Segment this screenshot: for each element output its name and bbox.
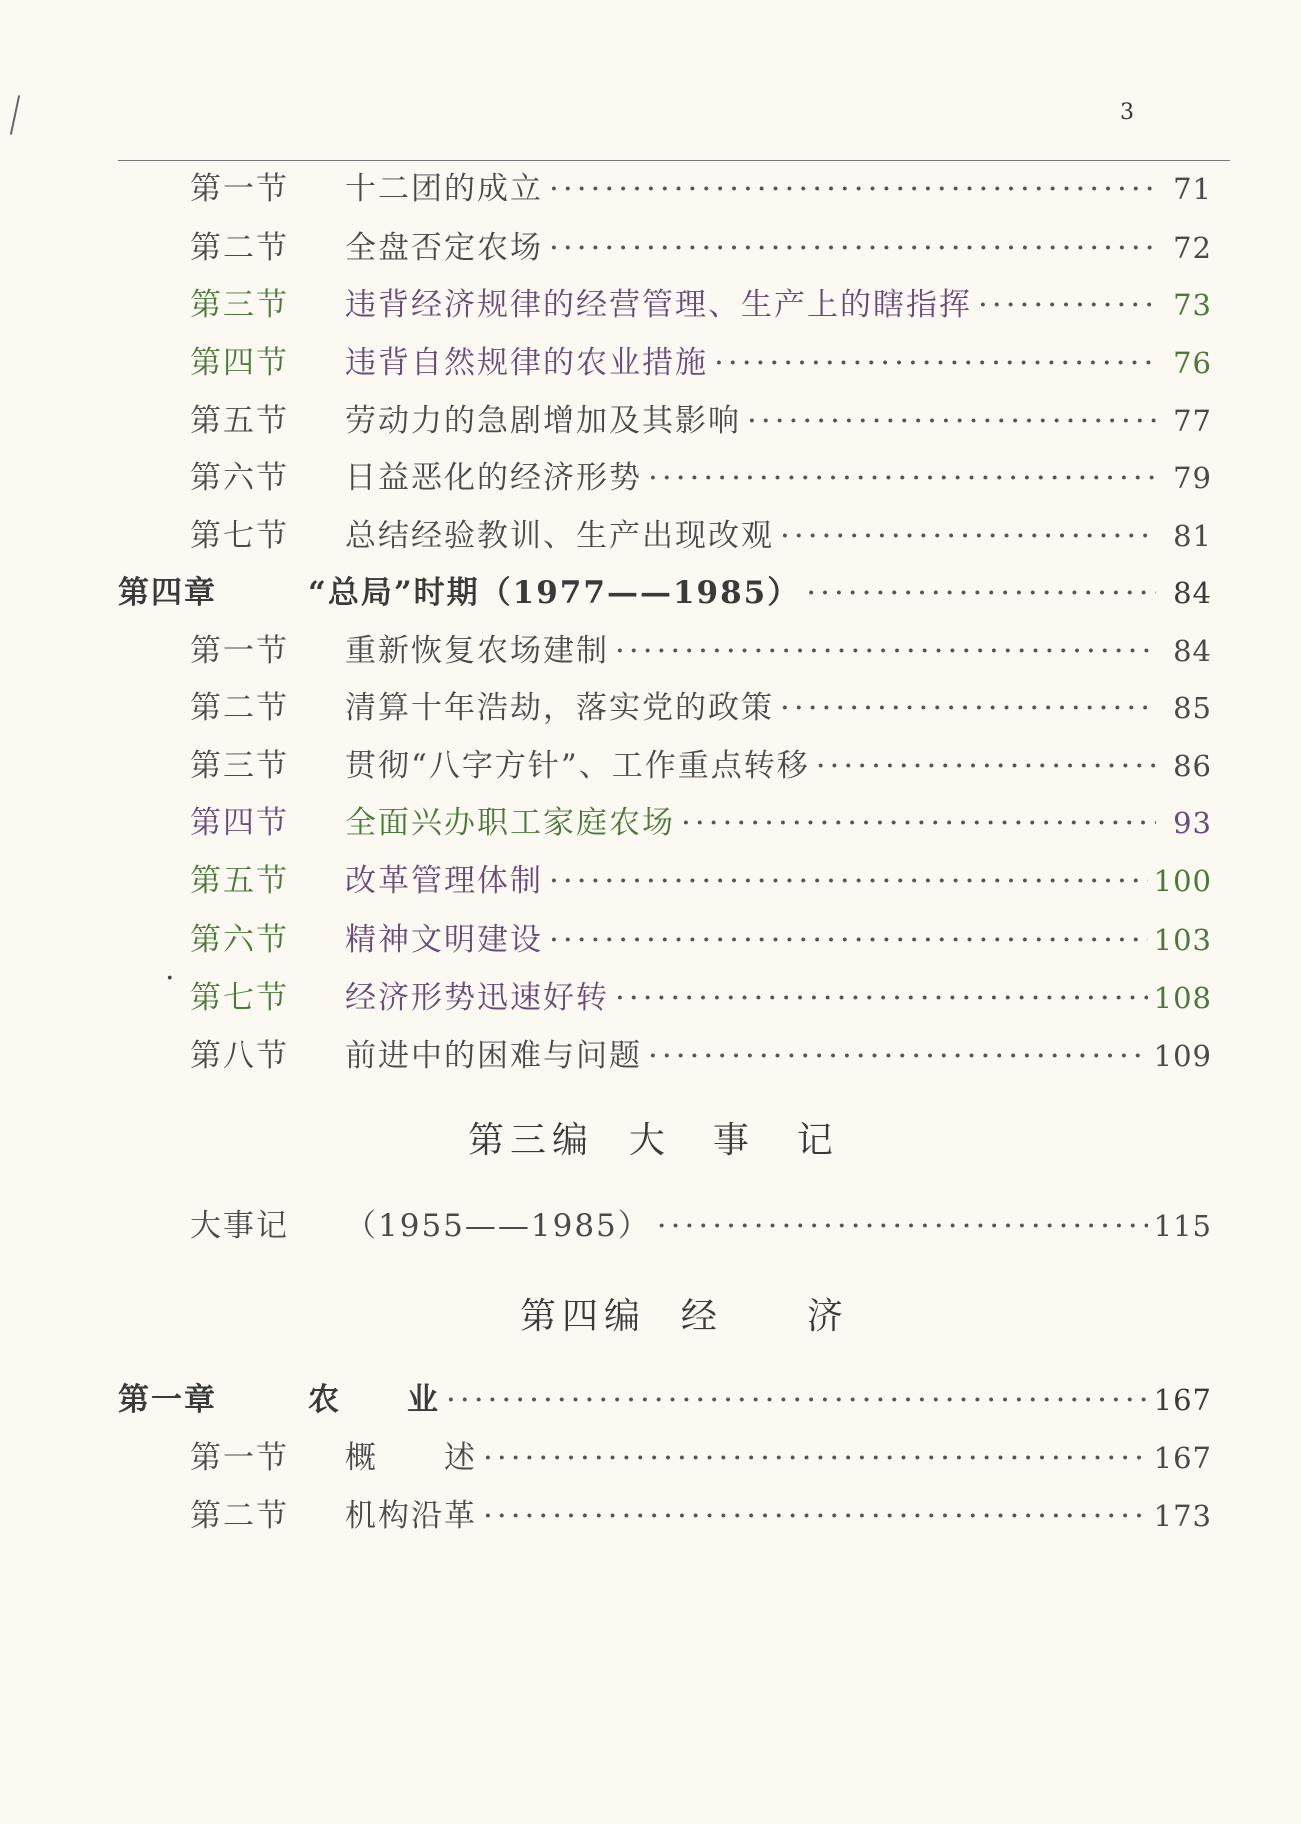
toc-entry-label: 大事记: [190, 1208, 289, 1244]
toc-entry[interactable]: [190, 279, 1212, 323]
toc-entry[interactable]: [190, 1030, 1212, 1074]
toc-entry-label: 第二节: [190, 1498, 289, 1534]
dot-leader: [483, 1498, 1148, 1534]
part-heading: 第三编 大 事 记: [468, 1120, 839, 1161]
toc-entry-page: 77: [1173, 404, 1212, 438]
toc-chapter-label: 第一章: [118, 1382, 217, 1418]
toc-entry-label: 第八节: [190, 1038, 289, 1074]
dot-leader: [816, 748, 1156, 784]
toc-entry[interactable]: [190, 222, 1212, 266]
toc-entry-page: 81: [1173, 519, 1212, 553]
page-number: 3: [1120, 100, 1134, 125]
toc-chapter-label: 第四章: [118, 575, 217, 611]
part-heading: 第四编 经 济: [520, 1296, 849, 1337]
toc-entry-page: 115: [1153, 1209, 1212, 1243]
toc-chapter-title: “总局”时期（1977——1985）: [308, 575, 801, 611]
dot-leader: [780, 690, 1156, 726]
toc-entry-label: 第二节: [190, 230, 289, 266]
toc-entry[interactable]: [190, 972, 1212, 1016]
toc-entry-label: 第三节: [190, 748, 289, 784]
dot-leader: [483, 1440, 1148, 1476]
toc-entry-title: 前进中的困难与问题: [345, 1038, 642, 1074]
dot-leader: [978, 287, 1156, 323]
dot-leader: [806, 575, 1156, 611]
toc-chapter-page: 167: [1153, 1383, 1212, 1417]
toc-entry-title: 全面兴办职工家庭农场: [345, 805, 675, 841]
toc-entry-page: 76: [1173, 346, 1212, 380]
toc-entry-page: 173: [1153, 1499, 1212, 1533]
dot-leader: [648, 1038, 1148, 1074]
dot-leader: [681, 805, 1156, 841]
toc-entry[interactable]: [190, 452, 1212, 496]
toc-entry-title: 改革管理体制: [345, 863, 543, 899]
toc-entry[interactable]: [190, 625, 1212, 669]
dot-leader: [446, 1382, 1148, 1418]
toc-entry-label: 第三节: [190, 287, 289, 323]
dot-leader: [615, 633, 1156, 669]
toc-entry-page: 100: [1153, 864, 1212, 898]
toc-entry-label: 第五节: [190, 403, 289, 439]
toc-entry-title: 贯彻“八字方针”、工作重点转移: [345, 748, 810, 784]
dot-leader: [549, 230, 1156, 266]
toc-entry-page: 73: [1173, 288, 1212, 322]
toc-entry-title: 经济形势迅速好转: [345, 980, 609, 1016]
toc-entry[interactable]: [190, 914, 1212, 958]
toc-entry[interactable]: [190, 855, 1212, 899]
toc-entry-label: 第二节: [190, 690, 289, 726]
dot-leader: [549, 863, 1148, 899]
toc-entry-title: 全盘否定农场: [345, 230, 543, 266]
dot-leader: [657, 1208, 1148, 1244]
dot-leader: [747, 403, 1156, 439]
dot-leader: [549, 171, 1156, 207]
toc-entry-label: 第四节: [190, 805, 289, 841]
toc-chapter-title: 农 业: [308, 1382, 440, 1418]
dot-leader: [780, 518, 1156, 554]
toc-entry-page: 72: [1173, 231, 1212, 265]
toc-entry-page: 71: [1173, 172, 1212, 206]
toc-entry[interactable]: [190, 1200, 1212, 1244]
toc-entry-page: 85: [1173, 691, 1212, 725]
toc-entry-label: 第一节: [190, 1440, 289, 1476]
toc-entry[interactable]: [190, 163, 1212, 207]
toc-entry-page: 103: [1153, 923, 1212, 957]
toc-chapter-page: 84: [1173, 576, 1212, 610]
toc-entry-title: 十二团的成立: [345, 171, 543, 207]
toc-entry-page: 79: [1173, 461, 1212, 495]
header-rule: [118, 160, 1230, 161]
dot-leader: [648, 460, 1156, 496]
toc-entry-title: 违背自然规律的农业措施: [345, 345, 708, 381]
toc-entry-title: 精神文明建设: [345, 922, 543, 958]
toc-entry-title: 清算十年浩劫，落实党的政策: [345, 690, 774, 726]
toc-entry-title: 概 述: [345, 1440, 477, 1476]
toc-entry-title: 日益恶化的经济形势: [345, 460, 642, 496]
toc-entry[interactable]: [190, 797, 1212, 841]
toc-entry-title: 劳动力的急剧增加及其影响: [345, 403, 741, 439]
toc-entry[interactable]: [190, 395, 1212, 439]
toc-entry-page: 108: [1153, 981, 1212, 1015]
toc-entry-label: 第六节: [190, 460, 289, 496]
dot-leader: [714, 345, 1156, 381]
toc-entry-label: 第一节: [190, 633, 289, 669]
toc-entry-label: 第七节: [190, 518, 289, 554]
toc-entry-title: 违背经济规律的经营管理、生产上的瞎指挥: [345, 287, 972, 323]
toc-chapter-entry[interactable]: [118, 567, 1212, 611]
toc-entry-page: 84: [1173, 634, 1212, 668]
toc-entry-page: 93: [1173, 806, 1212, 840]
toc-entry-label: 第七节: [190, 980, 289, 1016]
toc-entry[interactable]: [190, 337, 1212, 381]
toc-entry-title: 重新恢复农场建制: [345, 633, 609, 669]
toc-entry[interactable]: [190, 740, 1212, 784]
toc-entry-page: 167: [1153, 1441, 1212, 1475]
toc-entry-label: 第六节: [190, 922, 289, 958]
toc-entry-title: 机构沿革: [345, 1498, 477, 1534]
toc-entry[interactable]: [190, 682, 1212, 726]
toc-entry[interactable]: [190, 1432, 1212, 1476]
toc-entry[interactable]: [190, 510, 1212, 554]
dot-leader: [615, 980, 1148, 1016]
toc-entry-title: 总结经验教训、生产出现改观: [345, 518, 774, 554]
toc-entry-title: （1955——1985）: [345, 1208, 651, 1244]
toc-entry-page: 86: [1173, 749, 1212, 783]
toc-entry-label: 第四节: [190, 345, 289, 381]
dot-leader: [549, 922, 1148, 958]
toc-entry-label: 第五节: [190, 863, 289, 899]
margin-mark: [10, 95, 20, 135]
stray-dot-mark: .: [165, 952, 175, 987]
toc-entry[interactable]: [190, 1490, 1212, 1534]
toc-chapter-entry[interactable]: [118, 1374, 1212, 1418]
toc-entry-label: 第一节: [190, 171, 289, 207]
toc-entry-page: 109: [1153, 1039, 1212, 1073]
